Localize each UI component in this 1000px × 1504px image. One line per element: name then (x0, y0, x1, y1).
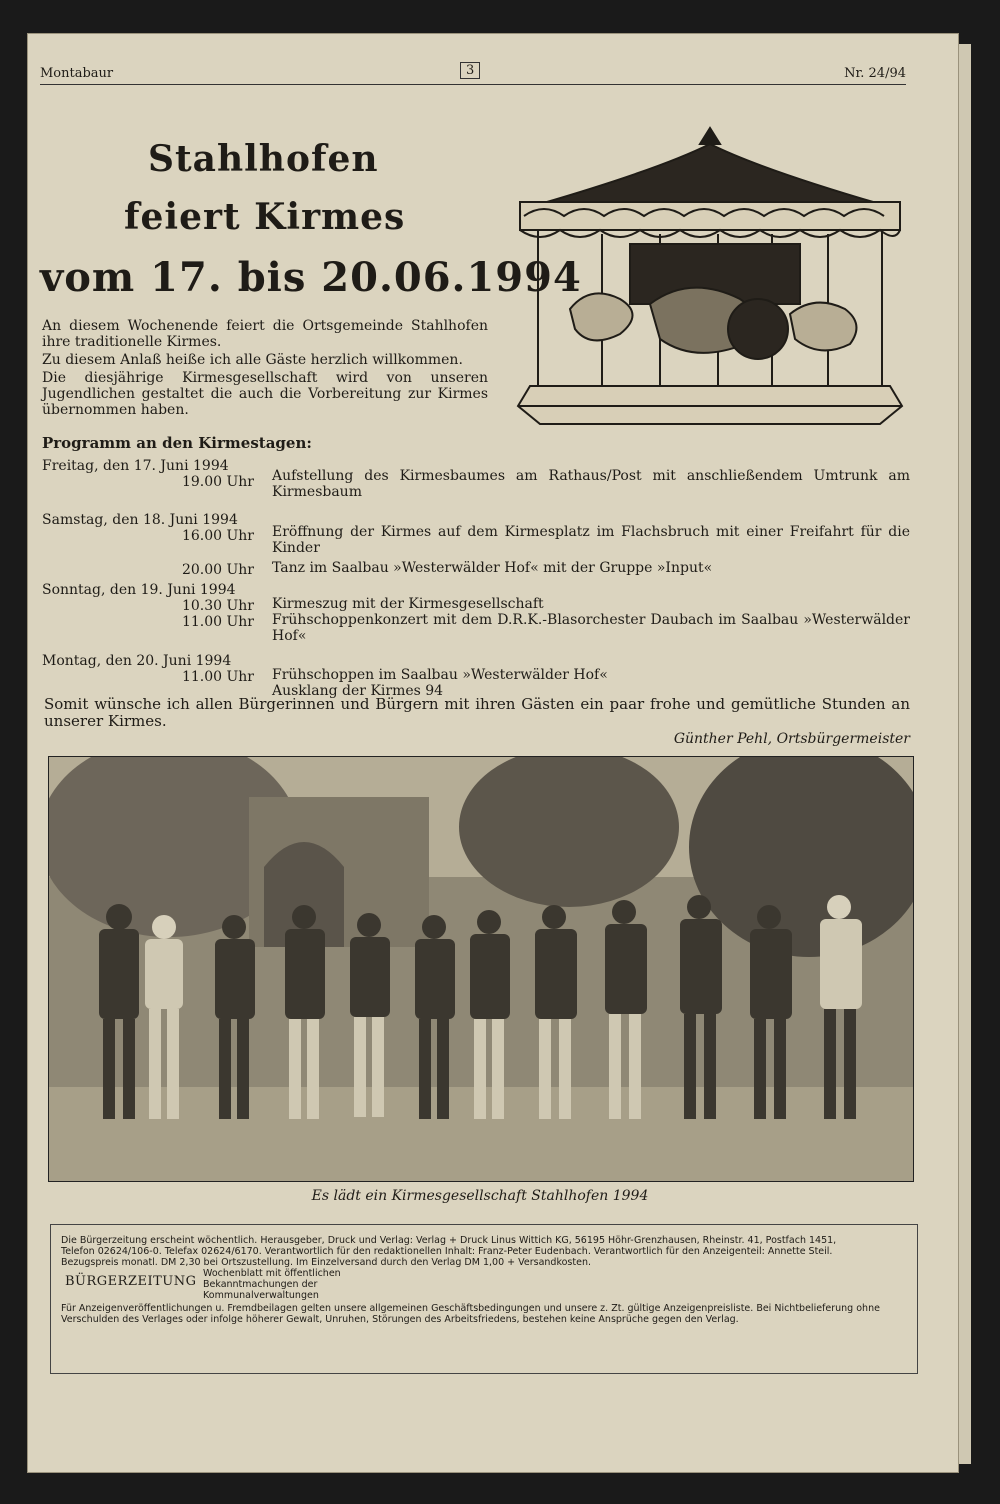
carousel-finial (700, 128, 720, 144)
signature: Günther Pehl, Ortsbürgermeister (673, 731, 910, 747)
imprint-line: Telefon 02624/106-0. Telefax 02624/6170. Verantwortlich für den redaktionellen Inhalt: Franz-Peter Eudenbach. Verantwortlich für den Anzeigenteil: Annette Steil. (61, 1246, 833, 1257)
program-time: 11.00 Uhr (181, 669, 254, 685)
program-time: 19.00 Uhr (181, 474, 254, 490)
header-page-number: 3 (460, 62, 480, 79)
program-desc: Frühschoppen im Saalbau »Westerwälder Hof« (272, 667, 608, 683)
program-day-label: Freitag, den 17. Juni 1994 (42, 458, 229, 474)
program-desc: Frühschoppenkonzert mit dem D.R.K.-Blasorchester Daubach im Saalbau »Westerwälder Hof« (272, 612, 910, 644)
imprint-line: Die Bürgerzeitung erscheint wöchentlich. Herausgeber, Druck und Verlag: Verlag + Druck Linus Wittich KG, 56195 Höhr-Grenzhausen, Rheinstr. 41, Postfach 1451, (61, 1235, 837, 1246)
photo-caption: Es lädt ein Kirmesgesellschaft Stahlhofen 1994 (311, 1188, 649, 1204)
program-day-label: Sonntag, den 19. Juni 1994 (42, 582, 236, 598)
program-desc: Eröffnung der Kirmes auf dem Kirmesplatz im Flachsbruch mit einer Freifahrt für die Kinder (272, 524, 910, 556)
program-desc: Ausklang der Kirmes 94 (272, 683, 444, 699)
carousel-illustration (510, 124, 908, 436)
program-time: 16.00 Uhr (181, 528, 254, 544)
program-desc: Tanz im Saalbau »Westerwälder Hof« mit der Gruppe »Input« (272, 560, 713, 576)
headline-line-2: feiert Kirmes (124, 196, 406, 238)
page-header (40, 63, 906, 85)
program-day-label: Samstag, den 18. Juni 1994 (42, 512, 238, 528)
canopy-scallop (520, 230, 900, 237)
closing-text: Somit wünsche ich allen Bürgerinnen und Bürgern mit ihren Gästen ein paar frohe und gemütliche Stunden an unserer Kirmes. (44, 695, 910, 730)
headline-line-3: vom 17. bis 20.06.1994 (40, 254, 582, 301)
headline-line-1: Stahlhofen (148, 138, 379, 180)
program-time: 10.30 Uhr (181, 598, 254, 614)
group-photo (48, 756, 914, 1182)
imprint-box (50, 1224, 918, 1374)
carousel-horse (570, 293, 633, 340)
program-day (42, 512, 910, 582)
paper-subtitle: Wochenblatt mit öffentlichen Bekanntmachungen der Kommunalverwaltungen (203, 1268, 341, 1301)
group-photo-image (49, 757, 913, 1181)
carousel-roof (540, 144, 880, 204)
header-issue: Nr. 24/94 (844, 66, 906, 81)
program-time: 11.00 Uhr (181, 614, 254, 630)
header-location: Montabaur (40, 66, 114, 81)
program-day (42, 582, 910, 652)
program-day-label: Montag, den 20. Juni 1994 (42, 653, 232, 669)
imprint-masthead (61, 1268, 907, 1303)
carousel-wheel (728, 299, 788, 359)
paper-name: BÜRGERZEITUNG (65, 1274, 197, 1289)
intro-paragraph: Zu diesem Anlaß heiße ich alle Gäste herzlich willkommen. (42, 352, 463, 368)
program-time: 20.00 Uhr (181, 562, 254, 578)
intro-text (42, 318, 488, 420)
intro-paragraph: Die diesjährige Kirmesgesellschaft wird von unseren Jugendlichen gestaltet die auch die Vorbereitung zur Kirmes übernommen haben. (42, 370, 488, 418)
imprint-line: Bezugspreis monatl. DM 2,30 bei Ortszustellung. Im Einzelversand durch den Verlag DM 1,00 + Versandkosten. (61, 1257, 591, 1268)
program-day (42, 653, 910, 697)
imprint-line: Für Anzeigenveröffentlichungen u. Fremdbeilagen gelten unsere allgemeinen Geschäftsbedingungen und unsere z. Zt. gültige Anzeigenpreisliste. Bei Nichtbelieferung ohne Verschulden des Verlages oder infolge höherer Gewalt, Unruhen, Störungen des Arbeitsfriedens, bestehen keine Ansprüche gegen den Verlag. (61, 1303, 880, 1325)
intro-paragraph: An diesem Wochenende feiert die Ortsgemeinde Stahlhofen ihre traditionelle Kirmes. (42, 318, 488, 350)
program-day (42, 458, 910, 518)
program-desc: Kirmeszug mit der Kirmesgesellschaft (272, 596, 544, 612)
program-title: Programm an den Kirmestagen: (42, 434, 312, 452)
program-desc: Aufstellung des Kirmesbaumes am Rathaus/Post mit anschließendem Umtrunk am Kirmesbaum (272, 468, 910, 500)
carousel-horse (790, 303, 856, 351)
